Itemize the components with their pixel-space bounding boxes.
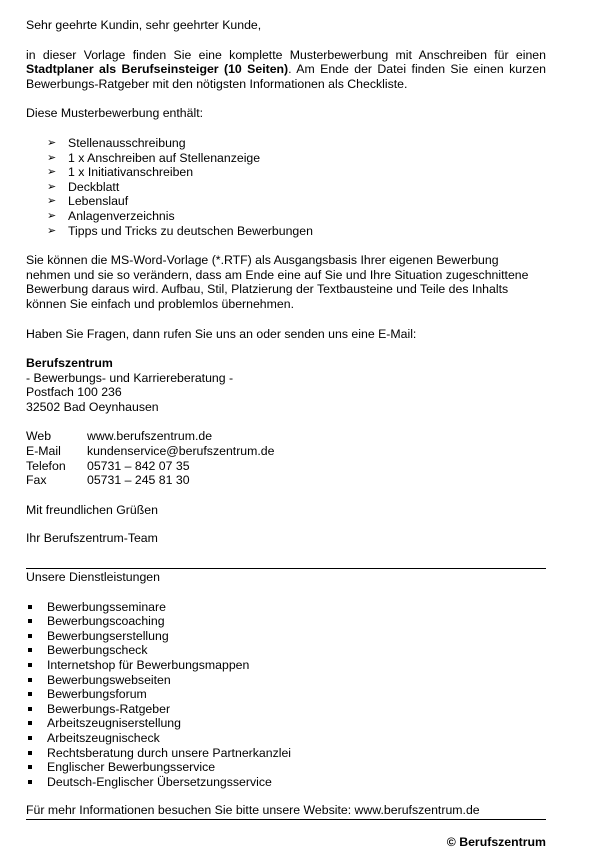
- square-bullet-icon: [28, 721, 32, 725]
- list-item: ➢ Tipps und Tricks zu deutschen Bewerbungen: [47, 223, 313, 238]
- square-bullet-icon: [28, 736, 32, 740]
- list-item: Bewerbungscoaching: [26, 614, 546, 629]
- list-item: Internetshop für Bewerbungsmappen: [26, 658, 546, 673]
- copyright-text: © Berufszentrum: [446, 835, 546, 849]
- arrow-bullet-icon: ➢: [47, 195, 57, 208]
- list-item: Arbeitszeugnischeck: [26, 731, 546, 746]
- list-item: Bewerbungsforum: [26, 687, 546, 702]
- list-item: ➢ Anlagenverzeichnis: [47, 208, 175, 223]
- table-row: [26, 473, 274, 488]
- list-item: ➢ 1 x Initiativanschreiben: [47, 165, 194, 180]
- list-item: Bewerbungs-Ratgeber: [26, 702, 546, 717]
- company-name: Berufszentrum: [26, 356, 113, 371]
- intro-text-2: . Am Ende der Datei finden Sie einen kurzen Bewerbungs-Ratgeber mit den nötigsten Informationen als Checkliste.: [26, 62, 546, 91]
- square-bullet-icon: [28, 692, 32, 696]
- usage-paragraph: Sie können die MS-Word-Vorlage (*.RTF) als Ausgangsbasis Ihrer eigenen Bewerbung nehmen und sie so verändern, dass am Ende eine auf Sie und Ihre Situation zugeschnittene Bewerbung daraus wird. Aufbau, Stil, Platzierung der Textbausteine und Teile des Inhalts können Sie einfach und problemlos übernehmen.: [26, 253, 529, 311]
- square-bullet-icon: [28, 605, 32, 609]
- contact-key: E-Mail: [26, 444, 61, 459]
- table-row: [26, 444, 274, 459]
- intro-paragraph: [26, 48, 546, 92]
- company-address: [26, 356, 546, 414]
- questions-paragraph: Haben Sie Fragen, dann rufen Sie uns an oder senden uns eine E-Mail:: [26, 326, 417, 341]
- square-bullet-icon: [28, 707, 32, 711]
- contact-web-link[interactable]: www.berufszentrum.de: [87, 429, 213, 444]
- list-item: Englischer Bewerbungsservice: [26, 760, 546, 775]
- arrow-bullet-icon: ➢: [47, 151, 57, 164]
- list-item: ➢ Stellenausschreibung: [47, 135, 186, 150]
- intro-text-1: in dieser Vorlage finden Sie eine komplette Musterbewerbung mit Anschreiben für einen: [26, 47, 546, 62]
- company-postbox: Postfach 100 236: [26, 385, 122, 400]
- contents-list: [26, 136, 546, 238]
- section-divider: [26, 568, 546, 569]
- contents-heading: Diese Musterbewerbung enthält:: [26, 106, 204, 121]
- contact-table: [26, 429, 274, 487]
- contact-key: Web: [26, 429, 52, 444]
- square-bullet-icon: [28, 751, 32, 755]
- services-heading: Unsere Dienstleistungen: [26, 570, 160, 585]
- contact-phone: 05731 – 842 07 35: [87, 458, 190, 473]
- list-item: Rechtsberatung durch unsere Partnerkanzlei: [26, 746, 546, 761]
- list-item: Bewerbungserstellung: [26, 629, 546, 644]
- list-item: ➢ Deckblatt: [47, 179, 120, 194]
- company-city: 32502 Bad Oeynhausen: [26, 399, 159, 414]
- arrow-bullet-icon: ➢: [47, 224, 57, 237]
- document-page: [26, 18, 546, 820]
- list-item: Bewerbungswebseiten: [26, 673, 546, 688]
- closing-text: Mit freundlichen Grüßen: [26, 502, 158, 517]
- services-list: [26, 600, 546, 790]
- square-bullet-icon: [28, 663, 32, 667]
- arrow-bullet-icon: ➢: [47, 209, 57, 222]
- list-item: Bewerbungscheck: [26, 643, 546, 658]
- table-row: [26, 429, 274, 444]
- greeting: Sehr geehrte Kundin, sehr geehrter Kunde,: [26, 18, 262, 32]
- list-item: Arbeitszeugniserstellung: [26, 716, 546, 731]
- list-item: Bewerbungsseminare: [26, 600, 546, 615]
- square-bullet-icon: [28, 619, 32, 623]
- contact-key: Telefon: [26, 458, 66, 473]
- square-bullet-icon: [28, 648, 32, 652]
- intro-bold-title: Stadtplaner als Berufseinsteiger (10 Seiten): [26, 62, 289, 77]
- square-bullet-icon: [28, 765, 32, 769]
- list-item: Deutsch-Englischer Übersetzungsservice: [26, 775, 546, 790]
- company-subtitle: - Bewerbungs- und Karriereberatung -: [26, 370, 234, 385]
- arrow-bullet-icon: ➢: [47, 136, 57, 149]
- square-bullet-icon: [28, 678, 32, 682]
- table-row: [26, 459, 274, 474]
- square-bullet-icon: [28, 634, 32, 638]
- arrow-bullet-icon: ➢: [47, 166, 57, 179]
- more-info-line: Für mehr Informationen besuchen Sie bitte unsere Website: www.berufszentrum.de: [26, 803, 546, 820]
- contact-email-link[interactable]: kundenservice@berufszentrum.de: [87, 444, 275, 459]
- square-bullet-icon: [28, 780, 32, 784]
- contact-key: Fax: [26, 473, 47, 488]
- list-item: ➢ Lebenslauf: [47, 194, 129, 209]
- contact-fax: 05731 – 245 81 30: [87, 473, 190, 488]
- list-item: ➢ 1 x Anschreiben auf Stellenanzeige: [47, 150, 261, 165]
- signature-text: Ihr Berufszentrum-Team: [26, 531, 158, 546]
- arrow-bullet-icon: ➢: [47, 180, 57, 193]
